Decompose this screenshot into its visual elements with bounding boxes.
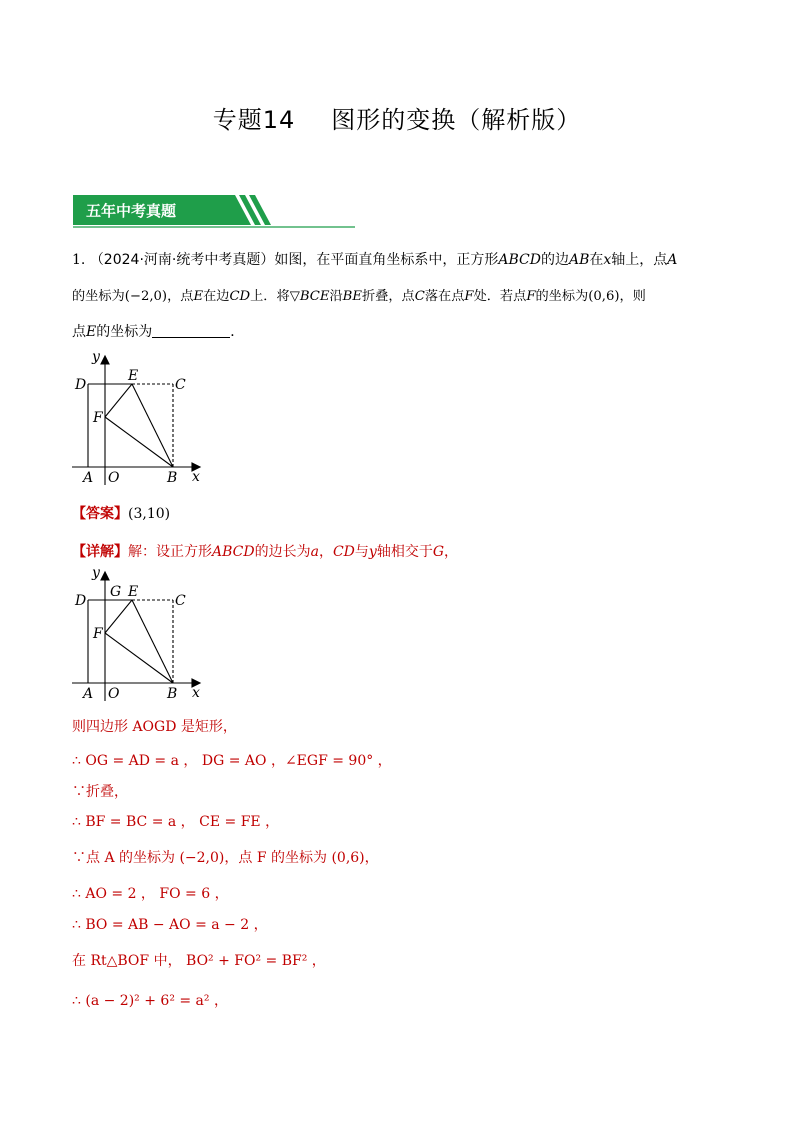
question-line-2: 的坐标为(−2,0)，点E在边CD上．将▽BCE沿BE折叠，点C落在点F处．若点F的坐标为(0,6)，则 [72,289,646,304]
step-6: ∴ AO = 2 ， FO = 6 ， [72,886,229,902]
fig1-label-c: C [175,377,186,393]
fig1-label-d: D [75,377,87,393]
question-line-1: 1. （2024·河南·统考中考真题）如图，在平面直角坐标系中，正方形ABCD的边AB在x轴上，点A [72,252,678,268]
fig2-label-a: A [83,686,94,702]
page-title [0,100,794,135]
step-1: 则四边形 AOGD 是矩形， [72,719,237,735]
fig2-label-b: B [167,686,178,702]
title-part1: 专题14 [212,106,296,134]
section-label: 五年中考真题 [86,202,177,220]
step-8: 在 Rt△BOF 中， BO² + FO² = BF² ， [72,953,326,969]
fig2-label-y: y [92,566,100,581]
fig1-label-b: B [167,470,178,486]
figure-1 [68,350,218,490]
fig2-label-c: C [175,593,186,609]
figure-2 [68,566,218,706]
fig2-label-e: E [128,584,139,600]
detail-label: 【详解】 [72,544,128,560]
fig2-label-f: F [93,626,103,642]
title-part2: 图形的变换（解析版） [331,106,582,134]
question-line-3: 点E的坐标为 ． [72,324,245,340]
step-3: ∵折叠， [72,784,128,800]
fig2-label-g: G [110,584,122,600]
step-7: ∴ BO = AB − AO = a − 2 ， [72,917,268,933]
step-9: ∴ (a − 2)² + 6² = a² ， [72,993,228,1009]
fig2-label-x: x [192,685,200,701]
fig2-label-d: D [75,593,87,609]
step-5: ∵点 A 的坐标为 (−2,0)，点 F 的坐标为 (0,6)， [72,850,379,866]
fig1-label-x: x [192,469,200,485]
fig1-label-y: y [92,350,100,365]
fig2-label-o: O [108,686,120,702]
answer-blank [152,323,230,338]
answer-line [72,503,170,523]
detail-line: 【详解】解：设正方形ABCD的边长为a，CD与y轴相交于G， [72,544,459,560]
answer-label: 【答案】 [72,506,128,522]
fig1-label-e: E [128,368,139,384]
fig1-label-o: O [108,470,120,486]
step-4: ∴ BF = BC = a ， CE = FE ， [72,814,280,830]
fig1-label-a: A [83,470,94,486]
answer-value: (3,10) [128,506,171,522]
fig1-label-f: F [93,410,103,426]
step-2: ∴ OG = AD = a ， DG = AO ，∠EGF = 90° ， [72,753,392,769]
